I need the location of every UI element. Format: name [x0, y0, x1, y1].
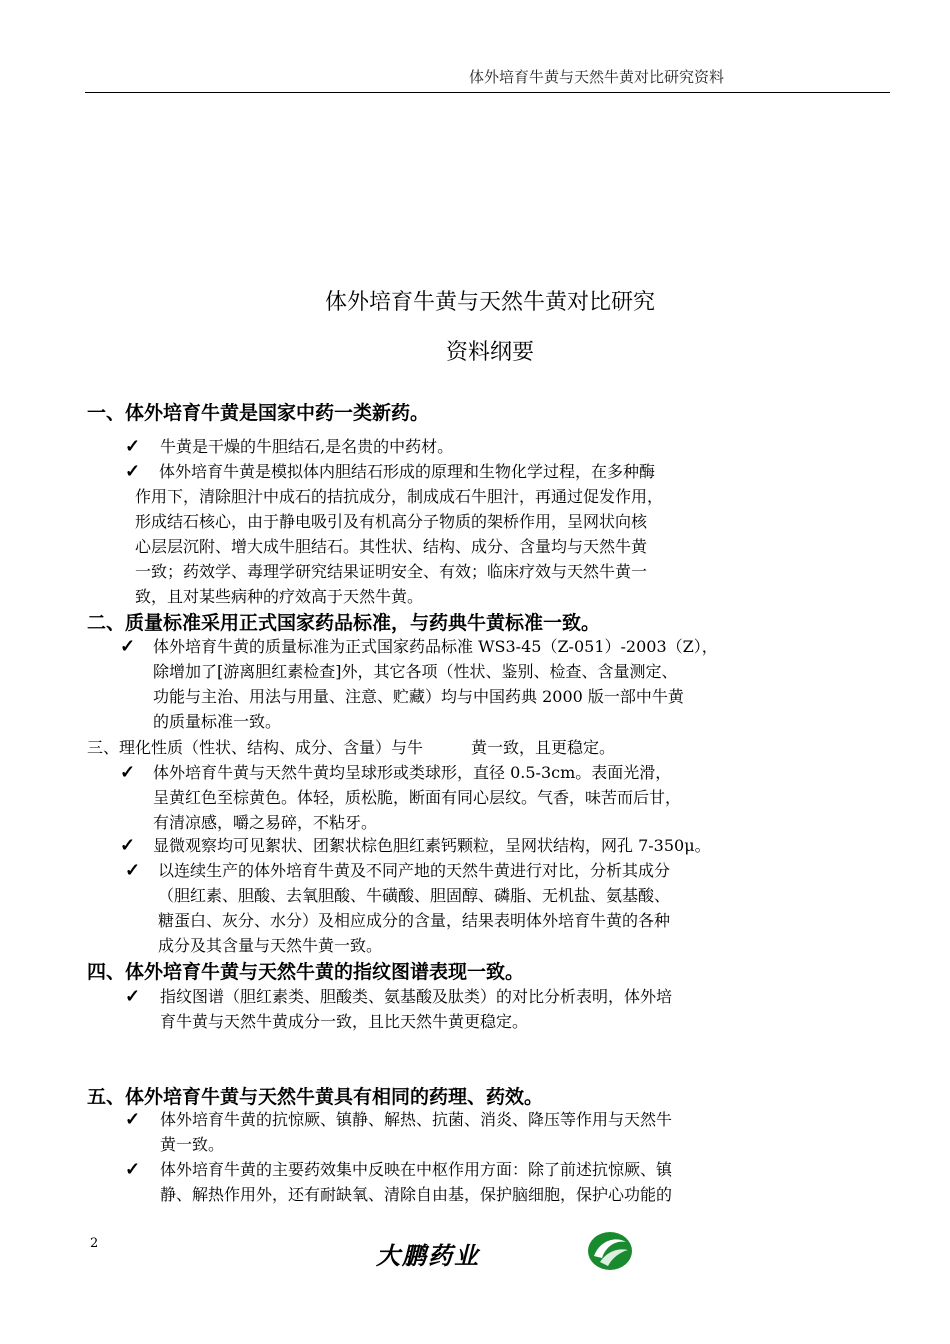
- check-icon: ✓: [120, 762, 136, 783]
- check-icon: ✓: [120, 835, 136, 856]
- list-item: [160, 1157, 672, 1207]
- section-heading-3: [87, 735, 615, 758]
- document-subtitle: 资料纲要: [445, 340, 534, 365]
- item-line: 呈黄红色至棕黄色。体轻，质松脆，断面有同心层纹。气香，味苦而后甘，: [153, 788, 682, 807]
- item-line: 指纹图谱（胆红素类、胆酸类、氨基酸及肽类）的对比分析表明，体外培: [160, 987, 673, 1006]
- section-heading-5: 五、体外培育牛黄与天然牛黄具有相同的药理、药效。: [87, 1086, 544, 1108]
- item-line: 体外培育牛黄与天然牛黄均呈球形或类球形，直径 0.5-3cm。表面光滑，: [153, 763, 672, 782]
- list-item: [153, 833, 711, 858]
- item-line: 体外培育牛黄的主要药效集中反映在中枢作用方面：除了前述抗惊厥、镇: [160, 1160, 673, 1179]
- section-heading-3-part-a: 三、理化性质（性状、结构、成分、含量）与牛: [87, 738, 424, 757]
- item-line: 牛黄是干燥的牛胆结石,是名贵的中药材。: [160, 437, 454, 456]
- item-line: 的质量标准一致。: [153, 712, 282, 731]
- item-line: 作用下，清除胆汁中成石的拮抗成分，制成成石牛胆汁，再通过促发作用，: [135, 487, 664, 506]
- item-line: 黄一致。: [160, 1135, 225, 1154]
- list-item: [160, 1107, 672, 1157]
- section-heading-4: 四、体外培育牛黄与天然牛黄的指纹图谱表现一致。: [87, 961, 525, 983]
- item-line: 成分及其含量与天然牛黄一致。: [158, 936, 383, 955]
- list-item: [158, 858, 670, 958]
- page-number: 2: [90, 1236, 99, 1251]
- list-item: [160, 434, 453, 459]
- item-line: 形成结石核心，由于静电吸引及有机高分子物质的架桥作用，呈网状向核: [135, 512, 648, 531]
- page-header-title: 体外培育牛黄与天然牛黄对比研究资料: [468, 68, 724, 86]
- item-line: （胆红素、胆酸、去氧胆酸、牛磺酸、胆固醇、磷脂、无机盐、氨基酸、: [158, 886, 671, 905]
- item-line: 心层层沉附、增大成牛胆结石。其性状、结构、成分、含量均与天然牛黄: [135, 537, 648, 556]
- header-rule: [85, 92, 890, 93]
- check-icon: ✓: [125, 436, 141, 457]
- section-heading-2: 二、质量标准采用正式国家药品标准，与药典牛黄标准一致。: [87, 612, 601, 634]
- section-heading-3-part-b: 黄一致，且更稳定。: [471, 738, 616, 757]
- item-line: 一致；药效学、毒理学研究结果证明安全、有效；临床疗效与天然牛黄一: [135, 562, 648, 581]
- check-icon: ✓: [120, 636, 136, 657]
- item-line: 育牛黄与天然牛黄成分一致，且比天然牛黄更稳定。: [160, 1012, 529, 1031]
- item-line: 显微观察均可见絮状、团絮状棕色胆红素钙颗粒，呈网状结构，网孔 7-350μ。: [153, 836, 711, 855]
- document-title: 体外培育牛黄与天然牛黄对比研究: [324, 290, 655, 315]
- check-icon: ✓: [125, 1109, 141, 1130]
- section-heading-1: 一、体外培育牛黄是国家中药一类新药。: [87, 402, 430, 424]
- item-line: 糖蛋白、灰分、水分）及相应成分的含量，结果表明体外培育牛黄的各种: [158, 911, 671, 930]
- item-line: 体外培育牛黄是模拟体内胆结石形成的原理和生物化学过程，在多种酶: [159, 462, 656, 481]
- check-icon: ✓: [125, 860, 141, 881]
- item-line: 以连续生产的体外培育牛黄及不同产地的天然牛黄进行对比，分析其成分: [158, 861, 671, 880]
- list-item: [160, 984, 672, 1034]
- list-item: [153, 634, 718, 734]
- company-logo-icon: [586, 1230, 634, 1272]
- list-item: [135, 459, 663, 609]
- check-icon: ✓: [125, 986, 141, 1007]
- item-line: 致，且对某些病种的疗效高于天然牛黄。: [135, 587, 424, 606]
- company-logo-text: 大鹏药业: [376, 1241, 480, 1270]
- item-line: 有清凉感，嚼之易碎，不粘牙。: [153, 813, 378, 832]
- item-line: 除增加了[游离胆红素检查]外，其它各项（性状、鉴别、检查、含量测定、: [153, 662, 678, 681]
- item-line: 功能与主治、用法与用量、注意、贮藏）均与中国药典 2000 版一部中牛黄: [153, 687, 684, 706]
- item-line: 体外培育牛黄的质量标准为正式国家药品标准 WS3-45（Z-051）-2003（Z），: [153, 637, 718, 656]
- item-line: 静、解热作用外，还有耐缺氧、清除自由基，保护脑细胞，保护心功能的: [160, 1185, 673, 1204]
- check-icon: ✓: [125, 1159, 141, 1180]
- item-line: 体外培育牛黄的抗惊厥、镇静、解热、抗菌、消炎、降压等作用与天然牛: [160, 1110, 673, 1129]
- check-icon: ✓: [125, 461, 141, 482]
- list-item: [153, 760, 681, 835]
